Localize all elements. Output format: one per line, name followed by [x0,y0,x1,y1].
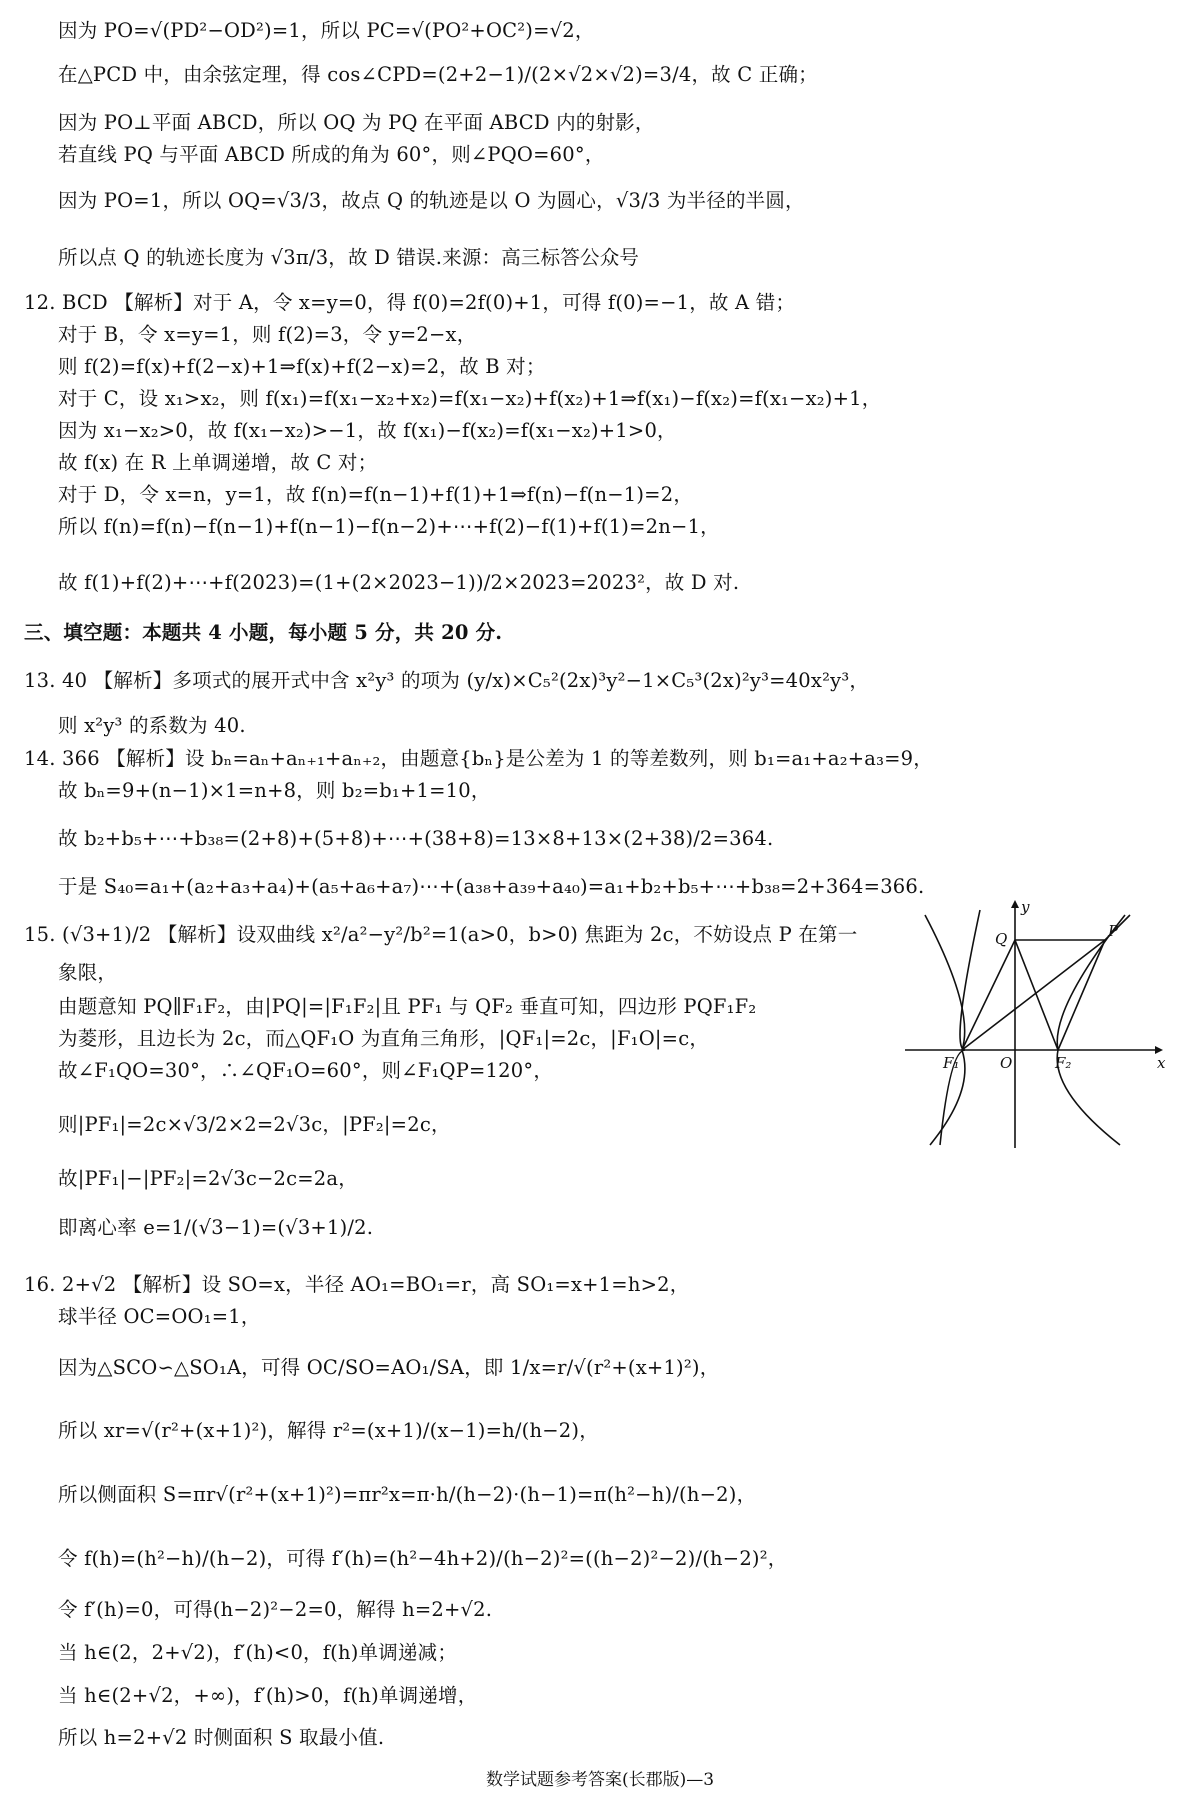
text-line: 因为 PO⊥平面 ABCD，所以 OQ 为 PQ 在平面 ABCD 内的射影， [58,111,655,134]
text-line: 故|PF₁|−|PF₂|=2√3c−2c=2a， [58,1167,358,1190]
page-footer: 数学试题参考答案(长郡版)—3 [485,1770,715,1790]
text-line: 由题意知 PQ∥F₁F₂，由|PQ|=|F₁F₂|且 PF₁ 与 QF₂ 垂直可知，四边形 PQF₁F₂ [58,995,757,1018]
x-arrow-icon [1155,1046,1163,1054]
label-x: x [1157,1054,1166,1072]
answer-16: 16. 2+√2 【解析】设 SO=x，半径 AO₁=BO₁=r，高 SO₁=x+1=h>2， [24,1273,690,1296]
text-line: 因为 PO=1，所以 OQ=√3/3，故点 Q 的轨迹是以 O 为圆心，√3/3 为半径的半圆， [58,189,805,212]
label-F1: F₁ [943,1054,960,1072]
text-line: 若直线 PQ 与平面 ABCD 所成的角为 60°，则∠PQO=60°， [58,143,605,166]
label-Q: Q [995,930,1008,948]
label-P: P [1108,922,1119,940]
text-line: 对于 D，令 x=n，y=1，故 f(n)=f(n−1)+f(1)+1⇒f(n)−f(n−1)=2， [58,483,694,506]
text-line: 因为 PO=√(PD²−OD²)=1，所以 PC=√(PO²+OC²)=√2， [58,19,595,42]
text-line: 象限， [58,961,118,984]
section-heading: 三、填空题：本题共 4 小题，每小题 5 分，共 20 分. [24,621,503,644]
label-O: O [1000,1054,1013,1072]
answer-14: 14. 366 【解析】设 bₙ=aₙ+aₙ₊₁+aₙ₊₂，由题意{bₙ}是公差为 1 的等差数列，则 b₁=a₁+a₂+a₃=9， [24,747,933,770]
hyperbola-diagram [905,900,1170,1150]
text-line: 所以点 Q 的轨迹长度为 √3π/3，故 D 错误.来源：高三标答公众号 [58,246,640,269]
text-line: 球半径 OC=OO₁=1， [58,1305,261,1328]
text-line: 对于 C，设 x₁>x₂，则 f(x₁)=f(x₁−x₂+x₂)=f(x₁−x₂)+f(x₂)+1⇒f(x₁)−f(x₂)=f(x₁−x₂)+1， [58,387,882,410]
segment-F2P [1058,940,1105,1050]
segment-QF2 [1015,940,1058,1050]
text-line: 于是 S₄₀=a₁+(a₂+a₃+a₄)+(a₅+a₆+a₇)⋯+(a₃₈+a₃₉+a₄₀)=a₁+b₂+b₅+⋯+b₃₈=2+364=366. [58,875,925,898]
text-line: 因为 x₁−x₂>0，故 f(x₁−x₂)>−1，故 f(x₁)−f(x₂)=f(x₁−x₂)+1>0， [58,419,677,442]
answer-12: 12. BCD 【解析】对于 A，令 x=y=0，得 f(0)=2f(0)+1，可得 f(0)=−1，故 A 错； [24,291,796,314]
text-line: 故∠F₁QO=30°，∴∠QF₁O=60°，则∠F₁QP=120°， [58,1059,554,1082]
text-line: 为菱形，且边长为 2c，而△QF₁O 为直角三角形，|QF₁|=2c，|F₁O|=c， [58,1027,710,1050]
text-line: 即离心率 e=1/(√3−1)=(√3+1)/2. [58,1216,374,1239]
text-line: 在△PCD 中，由余弦定理，得 cos∠CPD=(2+2−1)/(2×√2×√2)=3/4，故 C 正确； [58,63,818,86]
text-line: 所以 h=2+√2 时侧面积 S 取最小值. [58,1726,385,1749]
text-line: 令 f(h)=(h²−h)/(h−2)，可得 f′(h)=(h²−4h+2)/(h−2)²=((h−2)²−2)/(h−2)²， [58,1547,788,1570]
text-line: 因为△SCO∽△SO₁A，可得 OC/SO=AO₁/SA，即 1/x=r/√(r²+(x+1)²)， [58,1356,720,1379]
text-line: 故 b₂+b₅+⋯+b₃₈=(2+8)+(5+8)+⋯+(38+8)=13×8+13×(2+38)/2=364. [58,827,774,850]
label-F2: F₂ [1055,1054,1072,1072]
text-line: 则 x²y³ 的系数为 40. [58,714,246,737]
text-line: 故 f(1)+f(2)+⋯+f(2023)=(1+(2×2023−1))/2×2023=2023²，故 D 对. [58,571,740,594]
text-line: 当 h∈(2，2+√2)，f′(h)<0，f(h)单调递减； [58,1641,458,1664]
text-line: 故 bₙ=9+(n−1)×1=n+8，则 b₂=b₁+1=10， [58,779,491,802]
text-line: 令 f′(h)=0，可得(h−2)²−2=0，解得 h=2+√2. [58,1598,493,1621]
text-line: 所以侧面积 S=πr√(r²+(x+1)²)=πr²x=π·h/(h−2)·(h−1)=π(h²−h)/(h−2)， [58,1483,757,1506]
text-line: 所以 f(n)=f(n)−f(n−1)+f(n−1)−f(n−2)+⋯+f(2)−f(1)+f(1)=2n−1， [58,515,720,538]
label-y: y [1021,900,1030,916]
text-line: 则 f(2)=f(x)+f(2−x)+1⇒f(x)+f(2−x)=2，故 B 对； [58,355,546,378]
segment-F1P [962,940,1105,1050]
answer-15: 15. (√3+1)/2 【解析】设双曲线 x²/a²−y²/b²=1(a>0，b>0) 焦距为 2c，不妨设点 P 在第一 [24,923,858,946]
hyperbola-left-branch [940,910,980,1145]
text-line: 当 h∈(2+√2，+∞)，f′(h)>0，f(h)单调递增， [58,1684,478,1707]
text-line: 对于 B，令 x=y=1，则 f(2)=3，令 y=2−x， [58,323,477,346]
answer-13: 13. 40 【解析】多项式的展开式中含 x²y³ 的项为 (y/x)×C₅²(2x)³y²−1×C₅³(2x)²y³=40x²y³， [24,669,870,692]
text-line: 故 f(x) 在 R 上单调递增，故 C 对； [58,451,378,474]
text-line: 所以 xr=√(r²+(x+1)²)，解得 r²=(x+1)/(x−1)=h/(h−2)， [58,1419,599,1442]
text-line: 则|PF₁|=2c×√3/2×2=2√3c，|PF₂|=2c， [58,1113,451,1136]
y-arrow-icon [1011,900,1019,908]
